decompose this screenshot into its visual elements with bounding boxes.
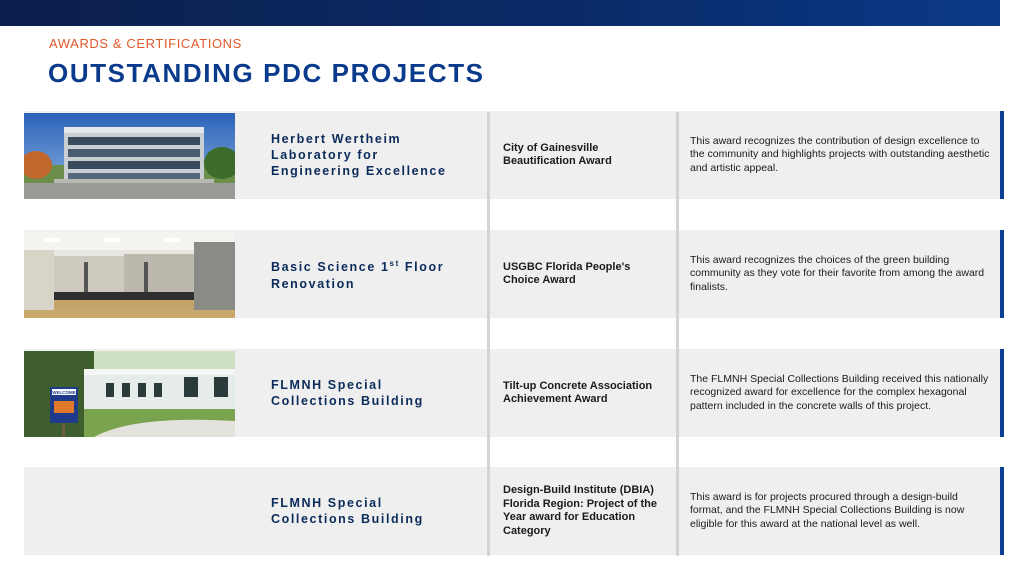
project-name: Herbert Wertheim Laboratory for Engineering Excellence — [271, 132, 447, 178]
award-name: City of Gainesville Beautification Award — [503, 141, 612, 167]
section-kicker: AWARDS & CERTIFICATIONS — [49, 36, 242, 51]
project-row-4 — [24, 467, 1000, 555]
award-description: This award is for projects procured through a design-build format, and the FLMNH Special Collections Building is now eligible for this award at the national level as well. — [690, 490, 965, 530]
column-divider — [676, 112, 679, 556]
row-accent — [1000, 349, 1004, 437]
project-photo-special-collections — [24, 351, 235, 437]
award-name: USGBC Florida People's Choice Award — [503, 260, 631, 286]
row-accent — [1000, 230, 1004, 318]
column-divider — [487, 112, 490, 556]
project-row-2 — [24, 230, 1000, 318]
page-title: OUTSTANDING PDC PROJECTS — [48, 58, 485, 88]
top-banner — [0, 0, 1024, 26]
row-accent — [1000, 111, 1004, 199]
project-row-1 — [24, 111, 1000, 199]
right-edge-accent — [1000, 0, 1024, 576]
award-name: Tilt-up Concrete Association Achievement Award — [503, 379, 653, 405]
project-photo-lab-renovation — [24, 232, 235, 318]
project-row-3 — [24, 349, 1000, 437]
award-description: This award recognizes the contribution of design excellence to the community and highlights projects with outstanding aesthetic and artistic appeal. — [690, 134, 990, 174]
award-description: The FLMNH Special Collections Building received this nationally recognized award for excellence for the complex hexagonal pattern included in the concrete walls of this project. — [690, 372, 989, 412]
project-photo-engineering-building — [24, 113, 235, 199]
project-name: FLMNH Special Collections Building — [271, 378, 424, 408]
project-name: FLMNH Special Collections Building — [271, 496, 424, 526]
welcome-sign-label: WELCOME — [52, 390, 76, 395]
row-accent — [1000, 467, 1004, 555]
award-name: Design-Build Institute (DBIA) Florida Region: Project of the Year award for Education Category — [503, 484, 658, 537]
award-description: This award recognizes the choices of the green building community as they vote for their favorite from among the award finalists. — [690, 253, 985, 293]
project-name: Basic Science 1st Floor Renovation — [271, 259, 445, 291]
